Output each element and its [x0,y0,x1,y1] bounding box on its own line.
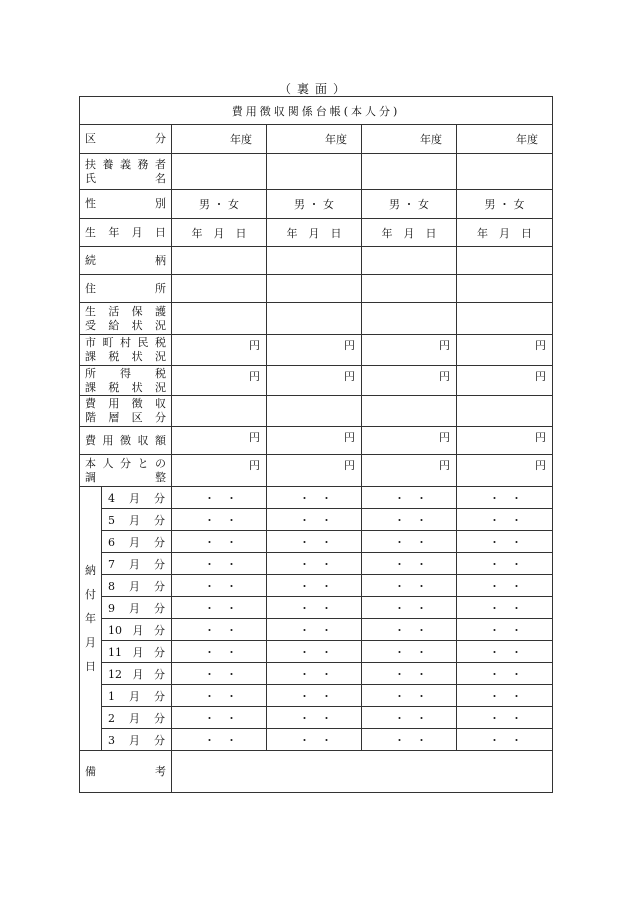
yen-cell: 円 [362,427,457,455]
payment-date-cell: ・ ・ [172,729,267,751]
label-shotoku: 所得税 課税状況 [80,366,172,396]
payment-date-cell: ・ ・ [362,553,457,575]
row-adjust [80,455,553,487]
row-address [80,275,553,303]
payment-row [80,509,553,531]
label-kaiso: 費用徴収 階層区分 [80,396,172,427]
payment-date-cell: ・ ・ [172,707,267,729]
yen-cell: 円 [172,427,267,455]
payment-date-cell: ・ ・ [172,597,267,619]
sex-options: 男 ・ 女 [172,190,267,219]
label-adjust: 本人分との 調整 [80,455,172,487]
payment-row [80,729,553,751]
payment-date-cell: ・ ・ [267,509,362,531]
payment-date-cell: ・ ・ [362,729,457,751]
ledger-table [79,96,553,793]
payment-row [80,553,553,575]
payment-row [80,619,553,641]
payment-date-cell: ・ ・ [362,619,457,641]
row-amount [80,427,553,455]
sex-options: 男 ・ 女 [267,190,362,219]
payment-row [80,531,553,553]
payment-date-cell: ・ ・ [457,619,553,641]
payment-date-cell: ・ ・ [172,575,267,597]
payment-date-cell: ・ ・ [457,663,553,685]
payment-date-cell: ・ ・ [172,685,267,707]
yen-cell: 円 [457,455,553,487]
payment-row [80,663,553,685]
payment-date-cell: ・ ・ [267,619,362,641]
yen-cell: 円 [267,366,362,396]
year-cell: 年度 [267,125,362,154]
sex-options: 男 ・ 女 [362,190,457,219]
month-label: 4月分 [102,487,172,509]
month-label: 8月分 [102,575,172,597]
month-label: 6月分 [102,531,172,553]
payment-date-cell: ・ ・ [172,531,267,553]
yen-cell: 円 [362,366,457,396]
label-sex: 性別 [80,190,172,219]
payment-date-cell: ・ ・ [362,663,457,685]
payment-date-cell: ・ ・ [457,641,553,663]
row-relation [80,247,553,275]
yen-cell: 円 [267,335,362,366]
month-label: 7月分 [102,553,172,575]
ledger-title: 費用徴収関係台帳(本人分) [80,97,553,125]
year-cell: 年度 [172,125,267,154]
yen-cell: 円 [457,427,553,455]
payment-date-cell: ・ ・ [267,531,362,553]
payment-date-cell: ・ ・ [457,729,553,751]
date-cell: 年 月 日 [267,219,362,247]
month-label: 3月分 [102,729,172,751]
row-seikatsu [80,303,553,335]
month-label: 2月分 [102,707,172,729]
payment-row [80,575,553,597]
yen-cell: 円 [362,455,457,487]
yen-cell: 円 [362,335,457,366]
payment-date-cell: ・ ・ [267,707,362,729]
payment-date-cell: ・ ・ [362,685,457,707]
row-fuyo [80,154,553,190]
payment-date-cell: ・ ・ [267,487,362,509]
payment-row [80,707,553,729]
payment-date-cell: ・ ・ [457,685,553,707]
label-relation: 続柄 [80,247,172,275]
payment-row [80,487,553,509]
date-cell: 年 月 日 [172,219,267,247]
payment-date-cell: ・ ・ [172,619,267,641]
yen-cell: 円 [172,335,267,366]
payment-date-cell: ・ ・ [362,487,457,509]
payment-date-cell: ・ ・ [362,509,457,531]
payment-date-cell: ・ ・ [267,685,362,707]
label-remarks: 備考 [80,751,172,793]
month-label: 9月分 [102,597,172,619]
label-birth: 生年月日 [80,219,172,247]
payment-date-cell: ・ ・ [457,553,553,575]
payment-date-cell: ・ ・ [267,729,362,751]
payment-row [80,685,553,707]
label-kubun: 区分 [80,125,172,154]
row-remarks [80,751,553,793]
page-header: （裏面） [278,82,351,96]
row-birth [80,219,553,247]
label-shichoson: 市町村民税 課税状況 [80,335,172,366]
payment-date-cell: ・ ・ [172,663,267,685]
yen-cell: 円 [172,455,267,487]
row-kaiso [80,396,553,427]
yen-cell: 円 [457,335,553,366]
payment-date-cell: ・ ・ [267,597,362,619]
title-row [80,97,553,125]
payment-date-cell: ・ ・ [457,707,553,729]
payment-date-cell: ・ ・ [362,597,457,619]
payment-date-cell: ・ ・ [362,531,457,553]
yen-cell: 円 [267,427,362,455]
payment-date-cell: ・ ・ [362,575,457,597]
label-fuyo: 扶養義務者 氏名 [80,154,172,190]
payment-row [80,597,553,619]
label-address: 住所 [80,275,172,303]
payment-date-cell: ・ ・ [362,641,457,663]
month-label: 1月分 [102,685,172,707]
row-shichoson [80,335,553,366]
row-kubun [80,125,553,154]
sex-options: 男 ・ 女 [457,190,553,219]
year-cell: 年度 [457,125,553,154]
payment-date-cell: ・ ・ [457,575,553,597]
payment-row [80,641,553,663]
label-amount: 費用徴収額 [80,427,172,455]
yen-cell: 円 [172,366,267,396]
payment-date-cell: ・ ・ [267,553,362,575]
payment-date-cell: ・ ・ [457,487,553,509]
payment-date-cell: ・ ・ [172,487,267,509]
payment-date-cell: ・ ・ [267,575,362,597]
date-cell: 年 月 日 [362,219,457,247]
month-label: 5月分 [102,509,172,531]
row-shotoku [80,366,553,396]
payment-date-cell: ・ ・ [267,641,362,663]
date-cell: 年 月 日 [457,219,553,247]
label-seikatsu: 生活保護 受給状況 [80,303,172,335]
yen-cell: 円 [457,366,553,396]
label-payment-date: 納 付 年 月 日 [80,487,102,751]
payment-date-cell: ・ ・ [457,531,553,553]
payment-date-cell: ・ ・ [457,509,553,531]
payment-date-cell: ・ ・ [172,641,267,663]
payment-date-cell: ・ ・ [267,663,362,685]
payment-date-cell: ・ ・ [362,707,457,729]
yen-cell: 円 [267,455,362,487]
payment-date-cell: ・ ・ [172,553,267,575]
month-label: 12月分 [102,663,172,685]
payment-date-cell: ・ ・ [457,597,553,619]
year-cell: 年度 [362,125,457,154]
payment-date-cell: ・ ・ [172,509,267,531]
month-label: 11月分 [102,641,172,663]
row-sex [80,190,553,219]
month-label: 10月分 [102,619,172,641]
remarks-field [172,751,553,793]
